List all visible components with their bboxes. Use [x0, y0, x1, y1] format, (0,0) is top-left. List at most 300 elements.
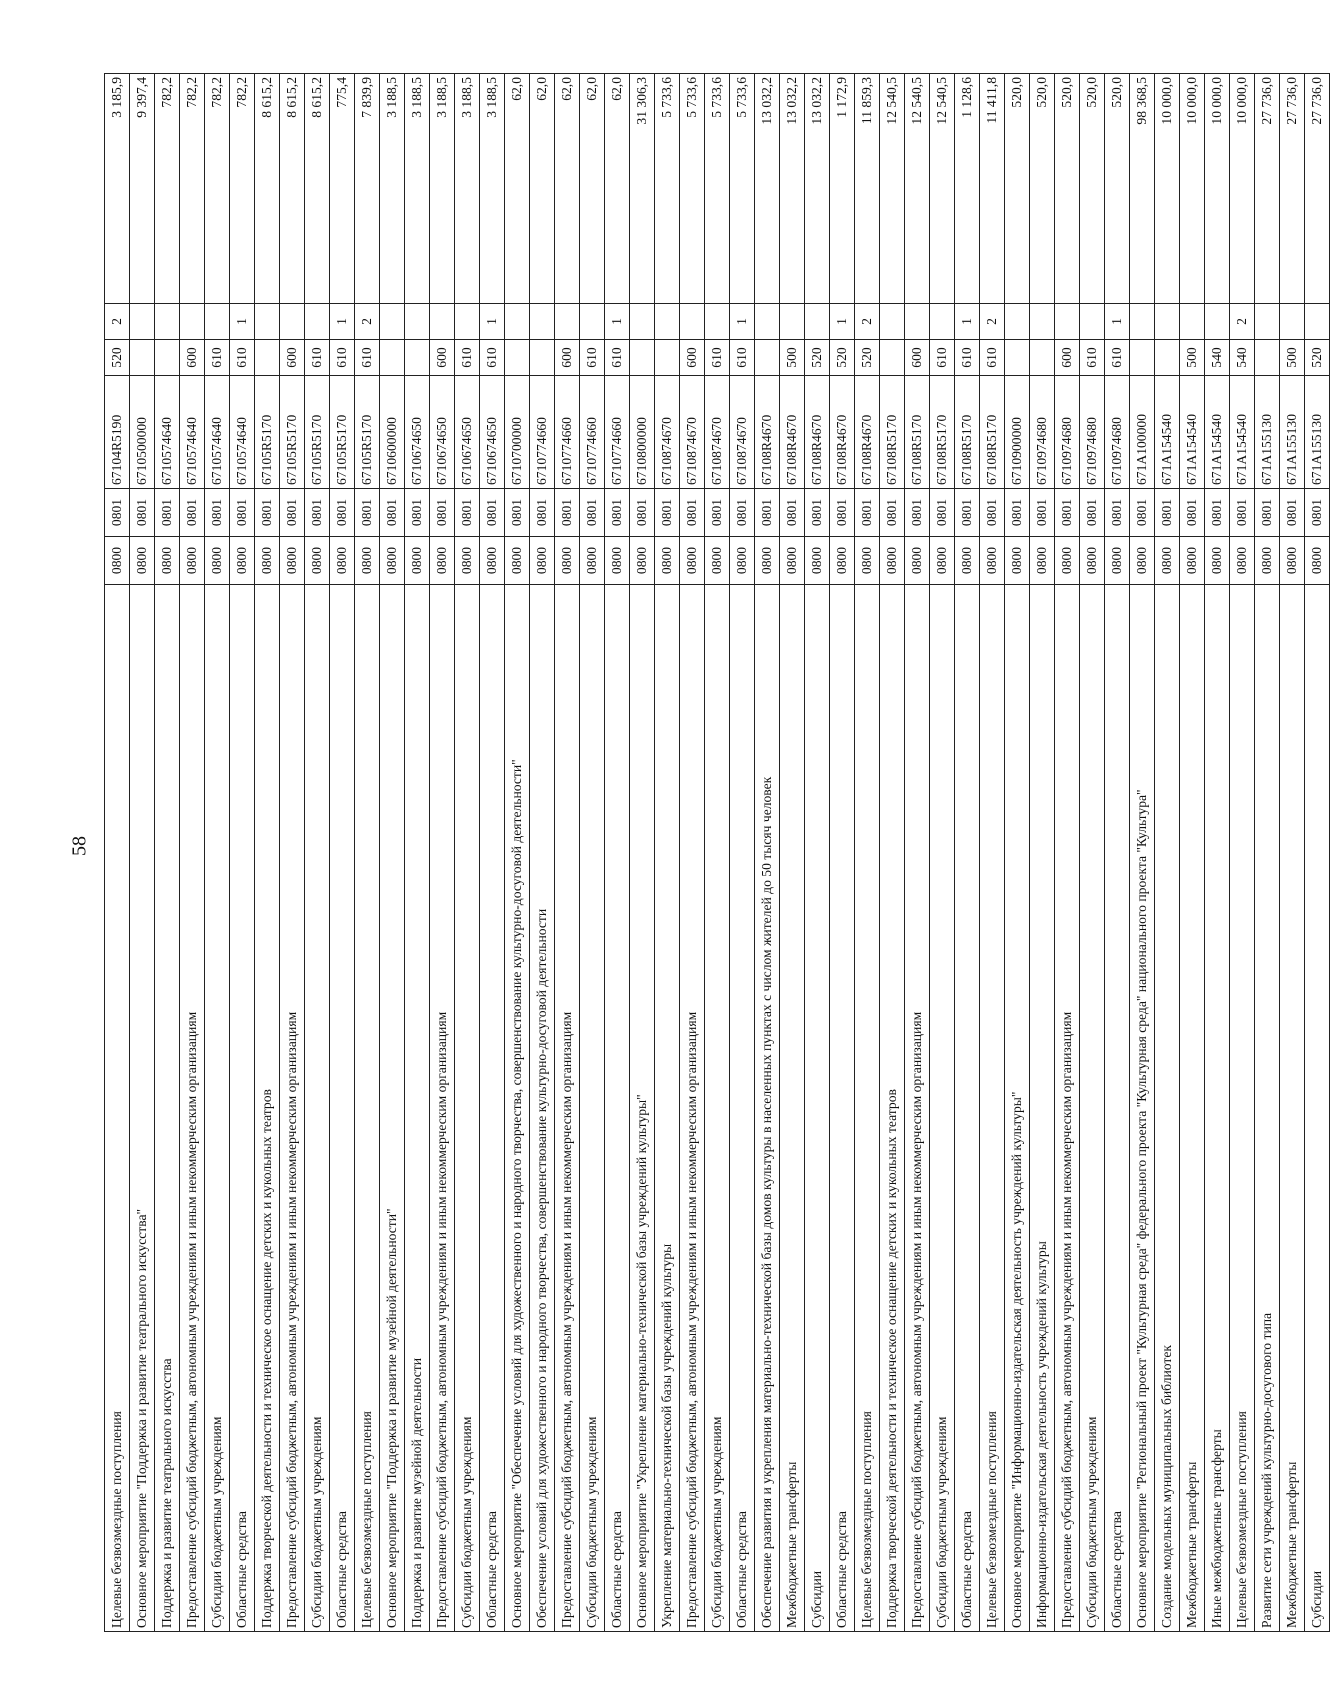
amount-cell: 12 540,5	[905, 74, 930, 304]
row-name-cell: Основное мероприятие "Информационно-издательская деятельность учреждений культуры"	[1005, 585, 1030, 1632]
target-code-cell: 67108R5170	[880, 376, 905, 489]
subsection-code-cell: 0801	[405, 489, 430, 537]
amount-cell: 782,2	[230, 74, 255, 304]
row-name-cell: Предоставление субсидий бюджетным, автономным учреждениям и иным некоммерческим организациям	[905, 585, 930, 1632]
expense-type-cell	[380, 340, 405, 376]
funding-mark-cell: 1	[605, 304, 630, 340]
table-row	[680, 74, 705, 1632]
target-code-cell: 671A154540	[1155, 376, 1180, 489]
funding-mark-cell	[130, 304, 155, 340]
funding-mark-cell: 2	[105, 304, 130, 340]
section-code-cell: 0800	[1155, 537, 1180, 585]
subsection-code-cell: 0801	[880, 489, 905, 537]
section-code-cell: 0800	[355, 537, 380, 585]
row-name-cell: Межбюджетные трансферты	[1280, 585, 1305, 1632]
table-row	[1180, 74, 1205, 1632]
section-code-cell: 0800	[380, 537, 405, 585]
expense-type-cell: 610	[705, 340, 730, 376]
amount-cell: 10 000,0	[1230, 74, 1255, 304]
amount-cell: 10 000,0	[1205, 74, 1230, 304]
amount-cell: 782,2	[180, 74, 205, 304]
section-code-cell: 0800	[905, 537, 930, 585]
expense-type-cell: 520	[105, 340, 130, 376]
expense-type-cell: 610	[205, 340, 230, 376]
table-row	[155, 74, 180, 1632]
page-number: 58	[68, 836, 91, 856]
amount-cell: 8 615,2	[280, 74, 305, 304]
row-name-cell: Субсидии бюджетным учреждениям	[580, 585, 605, 1632]
section-code-cell: 0800	[480, 537, 505, 585]
funding-mark-cell	[1205, 304, 1230, 340]
subsection-code-cell: 0801	[855, 489, 880, 537]
expense-type-cell	[1130, 340, 1155, 376]
subsection-code-cell: 0801	[1205, 489, 1230, 537]
amount-cell: 3 185,9	[105, 74, 130, 304]
target-code-cell: 671A155130	[1280, 376, 1305, 489]
row-name-cell: Субсидии	[805, 585, 830, 1632]
subsection-code-cell: 0801	[1030, 489, 1055, 537]
amount-cell: 5 733,6	[680, 74, 705, 304]
funding-mark-cell	[705, 304, 730, 340]
funding-mark-cell	[380, 304, 405, 340]
target-code-cell: 6710574640	[155, 376, 180, 489]
section-code-cell: 0800	[280, 537, 305, 585]
target-code-cell: 6710900000	[1005, 376, 1030, 489]
target-code-cell: 6710974680	[1030, 376, 1055, 489]
target-code-cell: 671A154540	[1205, 376, 1230, 489]
subsection-code-cell: 0801	[355, 489, 380, 537]
section-code-cell: 0800	[580, 537, 605, 585]
subsection-code-cell: 0801	[780, 489, 805, 537]
expense-type-cell	[530, 340, 555, 376]
subsection-code-cell: 0801	[630, 489, 655, 537]
funding-mark-cell	[205, 304, 230, 340]
table-row	[655, 74, 680, 1632]
amount-cell: 520,0	[1030, 74, 1055, 304]
row-name-cell: Межбюджетные трансферты	[1180, 585, 1205, 1632]
row-name-cell: Поддержка творческой деятельности и техническое оснащение детских и кукольных театров	[255, 585, 280, 1632]
subsection-code-cell: 0801	[130, 489, 155, 537]
target-code-cell: 6710774660	[555, 376, 580, 489]
amount-cell: 27 736,0	[1280, 74, 1305, 304]
section-code-cell: 0800	[955, 537, 980, 585]
amount-cell: 520,0	[1080, 74, 1105, 304]
expense-type-cell	[255, 340, 280, 376]
funding-mark-cell	[805, 304, 830, 340]
expense-type-cell	[1005, 340, 1030, 376]
table-row	[380, 74, 405, 1632]
expense-type-cell: 610	[730, 340, 755, 376]
target-code-cell: 6710874670	[705, 376, 730, 489]
amount-cell: 3 188,5	[480, 74, 505, 304]
row-name-cell: Областные средства	[830, 585, 855, 1632]
section-code-cell: 0800	[305, 537, 330, 585]
subsection-code-cell: 0801	[505, 489, 530, 537]
expense-type-cell: 610	[230, 340, 255, 376]
subsection-code-cell: 0801	[655, 489, 680, 537]
section-code-cell: 0800	[255, 537, 280, 585]
amount-cell: 11 411,8	[980, 74, 1005, 304]
row-name-cell: Иные межбюджетные трансферты	[1205, 585, 1230, 1632]
subsection-code-cell: 0801	[1005, 489, 1030, 537]
table-row	[430, 74, 455, 1632]
subsection-code-cell: 0801	[1080, 489, 1105, 537]
table-row	[1230, 74, 1255, 1632]
expense-type-cell: 600	[905, 340, 930, 376]
amount-cell: 62,0	[605, 74, 630, 304]
subsection-code-cell: 0801	[230, 489, 255, 537]
subsection-code-cell: 0801	[180, 489, 205, 537]
funding-mark-cell: 1	[480, 304, 505, 340]
row-name-cell: Предоставление субсидий бюджетным, автономным учреждениям и иным некоммерческим организациям	[430, 585, 455, 1632]
section-code-cell: 0800	[980, 537, 1005, 585]
amount-cell: 12 540,5	[880, 74, 905, 304]
section-code-cell: 0800	[330, 537, 355, 585]
subsection-code-cell: 0801	[430, 489, 455, 537]
table-row	[1280, 74, 1305, 1632]
funding-mark-cell	[555, 304, 580, 340]
row-name-cell: Субсидии бюджетным учреждениям	[705, 585, 730, 1632]
table-row	[905, 74, 930, 1632]
target-code-cell: 6710774660	[580, 376, 605, 489]
funding-mark-cell	[1030, 304, 1055, 340]
amount-cell: 3 188,5	[455, 74, 480, 304]
table-row	[930, 74, 955, 1632]
table-row	[730, 74, 755, 1632]
amount-cell: 10 000,0	[1155, 74, 1180, 304]
funding-mark-cell	[1055, 304, 1080, 340]
table-row	[130, 74, 155, 1632]
section-code-cell: 0800	[455, 537, 480, 585]
target-code-cell: 67108R5170	[905, 376, 930, 489]
expense-type-cell: 520	[1305, 340, 1330, 376]
section-code-cell: 0800	[780, 537, 805, 585]
subsection-code-cell: 0801	[1305, 489, 1330, 537]
row-name-cell: Основное мероприятие "Укрепление материально-технической базы учреждений культуры"	[630, 585, 655, 1632]
row-name-cell: Межбюджетные трансферты	[780, 585, 805, 1632]
subsection-code-cell: 0801	[155, 489, 180, 537]
table-row	[230, 74, 255, 1632]
expense-type-cell: 600	[1055, 340, 1080, 376]
funding-mark-cell	[455, 304, 480, 340]
expense-type-cell: 500	[1180, 340, 1205, 376]
target-code-cell: 67105R5170	[330, 376, 355, 489]
section-code-cell: 0800	[655, 537, 680, 585]
section-code-cell: 0800	[155, 537, 180, 585]
expense-type-cell: 600	[180, 340, 205, 376]
target-code-cell: 67108R4670	[755, 376, 780, 489]
row-name-cell: Областные средства	[330, 585, 355, 1632]
expense-type-cell	[155, 340, 180, 376]
expense-type-cell	[880, 340, 905, 376]
row-name-cell: Субсидии бюджетным учреждениям	[930, 585, 955, 1632]
target-code-cell: 6710800000	[630, 376, 655, 489]
subsection-code-cell: 0801	[305, 489, 330, 537]
table-row	[580, 74, 605, 1632]
section-code-cell: 0800	[405, 537, 430, 585]
amount-cell: 12 540,5	[930, 74, 955, 304]
funding-mark-cell	[1305, 304, 1330, 340]
amount-cell: 520,0	[1105, 74, 1130, 304]
funding-mark-cell	[880, 304, 905, 340]
target-code-cell: 6710974680	[1055, 376, 1080, 489]
amount-cell: 27 736,0	[1305, 74, 1330, 304]
section-code-cell: 0800	[630, 537, 655, 585]
section-code-cell: 0800	[1255, 537, 1280, 585]
target-code-cell: 6710874670	[655, 376, 680, 489]
funding-mark-cell	[1155, 304, 1180, 340]
funding-mark-cell	[930, 304, 955, 340]
expense-type-cell: 610	[955, 340, 980, 376]
expense-type-cell	[405, 340, 430, 376]
subsection-code-cell: 0801	[805, 489, 830, 537]
section-code-cell: 0800	[605, 537, 630, 585]
amount-cell: 3 188,5	[405, 74, 430, 304]
amount-cell: 13 032,2	[755, 74, 780, 304]
amount-cell: 1 128,6	[955, 74, 980, 304]
target-code-cell: 6710974680	[1080, 376, 1105, 489]
expense-type-cell: 610	[980, 340, 1005, 376]
target-code-cell: 6710674650	[430, 376, 455, 489]
expense-type-cell: 540	[1205, 340, 1230, 376]
row-name-cell: Областные средства	[480, 585, 505, 1632]
rotated-page-content	[104, 74, 1325, 1632]
target-code-cell: 671A155130	[1305, 376, 1330, 489]
target-code-cell: 67108R5170	[955, 376, 980, 489]
amount-cell: 5 733,6	[655, 74, 680, 304]
amount-cell: 3 188,5	[380, 74, 405, 304]
table-row	[630, 74, 655, 1632]
amount-cell: 13 032,2	[780, 74, 805, 304]
row-name-cell: Основное мероприятие "Поддержка и развитие музейной деятельности"	[380, 585, 405, 1632]
expense-type-cell: 500	[780, 340, 805, 376]
funding-mark-cell	[630, 304, 655, 340]
table-row	[105, 74, 130, 1632]
table-row	[280, 74, 305, 1632]
subsection-code-cell: 0801	[480, 489, 505, 537]
expense-type-cell	[505, 340, 530, 376]
expense-type-cell: 600	[280, 340, 305, 376]
subsection-code-cell: 0801	[280, 489, 305, 537]
section-code-cell: 0800	[830, 537, 855, 585]
table-row	[405, 74, 430, 1632]
subsection-code-cell: 0801	[1180, 489, 1205, 537]
section-code-cell: 0800	[855, 537, 880, 585]
amount-cell: 62,0	[555, 74, 580, 304]
table-row	[980, 74, 1005, 1632]
target-code-cell: 6710974680	[1105, 376, 1130, 489]
section-code-cell: 0800	[1005, 537, 1030, 585]
funding-mark-cell	[580, 304, 605, 340]
section-code-cell: 0800	[1180, 537, 1205, 585]
target-code-cell: 67105R5170	[255, 376, 280, 489]
funding-mark-cell	[530, 304, 555, 340]
section-code-cell: 0800	[1080, 537, 1105, 585]
table-row	[1055, 74, 1080, 1632]
section-code-cell: 0800	[530, 537, 555, 585]
table-row	[955, 74, 980, 1632]
row-name-cell: Предоставление субсидий бюджетным, автономным учреждениям и иным некоммерческим организациям	[280, 585, 305, 1632]
funding-mark-cell	[1180, 304, 1205, 340]
funding-mark-cell: 1	[830, 304, 855, 340]
subsection-code-cell: 0801	[1130, 489, 1155, 537]
row-name-cell: Целевые безвозмездные поступления	[355, 585, 380, 1632]
subsection-code-cell: 0801	[330, 489, 355, 537]
section-code-cell: 0800	[1205, 537, 1230, 585]
subsection-code-cell: 0801	[605, 489, 630, 537]
funding-mark-cell: 2	[855, 304, 880, 340]
section-code-cell: 0800	[755, 537, 780, 585]
row-name-cell: Субсидии	[1305, 585, 1330, 1632]
amount-cell: 27 736,0	[1255, 74, 1280, 304]
expense-type-cell: 500	[1280, 340, 1305, 376]
row-name-cell: Областные средства	[230, 585, 255, 1632]
subsection-code-cell: 0801	[830, 489, 855, 537]
amount-cell: 520,0	[1055, 74, 1080, 304]
funding-mark-cell	[505, 304, 530, 340]
funding-mark-cell: 2	[980, 304, 1005, 340]
amount-cell: 5 733,6	[705, 74, 730, 304]
section-code-cell: 0800	[680, 537, 705, 585]
row-name-cell: Предоставление субсидий бюджетным, автономным учреждениям и иным некоммерческим организациям	[180, 585, 205, 1632]
table-row	[1305, 74, 1330, 1632]
amount-cell: 1 172,9	[830, 74, 855, 304]
table-row	[355, 74, 380, 1632]
target-code-cell: 671A154540	[1230, 376, 1255, 489]
funding-mark-cell	[680, 304, 705, 340]
row-name-cell: Субсидии бюджетным учреждениям	[455, 585, 480, 1632]
subsection-code-cell: 0801	[730, 489, 755, 537]
table-row	[880, 74, 905, 1632]
expense-type-cell: 600	[430, 340, 455, 376]
subsection-code-cell: 0801	[380, 489, 405, 537]
row-name-cell: Обеспечение условий для художественного и народного творчества, совершенствование культурно-досуговой деятельности	[530, 585, 555, 1632]
target-code-cell: 6710700000	[505, 376, 530, 489]
expense-type-cell	[755, 340, 780, 376]
expense-type-cell: 610	[330, 340, 355, 376]
table-row	[705, 74, 730, 1632]
expense-type-cell	[1255, 340, 1280, 376]
subsection-code-cell: 0801	[905, 489, 930, 537]
subsection-code-cell: 0801	[530, 489, 555, 537]
expense-type-cell	[1030, 340, 1055, 376]
target-code-cell: 67105R5170	[355, 376, 380, 489]
section-code-cell: 0800	[1130, 537, 1155, 585]
section-code-cell: 0800	[205, 537, 230, 585]
target-code-cell: 671A155130	[1255, 376, 1280, 489]
budget-table	[104, 73, 1330, 1632]
funding-mark-cell	[155, 304, 180, 340]
table-row	[1255, 74, 1280, 1632]
funding-mark-cell	[1255, 304, 1280, 340]
subsection-code-cell: 0801	[105, 489, 130, 537]
subsection-code-cell: 0801	[980, 489, 1005, 537]
funding-mark-cell: 2	[355, 304, 380, 340]
subsection-code-cell: 0801	[680, 489, 705, 537]
table-row	[255, 74, 280, 1632]
section-code-cell: 0800	[1055, 537, 1080, 585]
subsection-code-cell: 0801	[1155, 489, 1180, 537]
row-name-cell: Поддержка и развитие музейной деятельности	[405, 585, 430, 1632]
expense-type-cell: 540	[1230, 340, 1255, 376]
table-row	[555, 74, 580, 1632]
subsection-code-cell: 0801	[555, 489, 580, 537]
row-name-cell: Поддержка творческой деятельности и техническое оснащение детских и кукольных театров	[880, 585, 905, 1632]
table-row	[205, 74, 230, 1632]
amount-cell: 98 368,5	[1130, 74, 1155, 304]
section-code-cell: 0800	[105, 537, 130, 585]
funding-mark-cell	[280, 304, 305, 340]
table-row	[180, 74, 205, 1632]
target-code-cell: 6710674650	[405, 376, 430, 489]
subsection-code-cell: 0801	[955, 489, 980, 537]
row-name-cell: Основное мероприятие "Обеспечение условий для художественного и народного творчества, совершенствование культурно-досуговой деятельности"	[505, 585, 530, 1632]
funding-mark-cell	[180, 304, 205, 340]
row-name-cell: Субсидии бюджетным учреждениям	[205, 585, 230, 1632]
amount-cell: 782,2	[205, 74, 230, 304]
target-code-cell: 67108R4670	[805, 376, 830, 489]
table-row	[530, 74, 555, 1632]
funding-mark-cell: 2	[1230, 304, 1255, 340]
expense-type-cell	[1155, 340, 1180, 376]
table-row	[305, 74, 330, 1632]
amount-cell: 62,0	[530, 74, 555, 304]
amount-cell: 3 188,5	[430, 74, 455, 304]
section-code-cell: 0800	[555, 537, 580, 585]
target-code-cell: 67108R4670	[780, 376, 805, 489]
target-code-cell: 67108R5170	[980, 376, 1005, 489]
row-name-cell: Субсидии бюджетным учреждениям	[305, 585, 330, 1632]
subsection-code-cell: 0801	[455, 489, 480, 537]
funding-mark-cell	[755, 304, 780, 340]
amount-cell: 8 615,2	[255, 74, 280, 304]
subsection-code-cell: 0801	[1255, 489, 1280, 537]
subsection-code-cell: 0801	[1280, 489, 1305, 537]
funding-mark-cell	[1005, 304, 1030, 340]
amount-cell: 62,0	[505, 74, 530, 304]
expense-type-cell: 600	[680, 340, 705, 376]
target-code-cell: 67108R4670	[830, 376, 855, 489]
row-name-cell: Целевые безвозмездные поступления	[980, 585, 1005, 1632]
expense-type-cell: 610	[930, 340, 955, 376]
row-name-cell: Областные средства	[1105, 585, 1130, 1632]
funding-mark-cell: 1	[230, 304, 255, 340]
target-code-cell: 6710574640	[180, 376, 205, 489]
target-code-cell: 6710674650	[455, 376, 480, 489]
section-code-cell: 0800	[230, 537, 255, 585]
amount-cell: 10 000,0	[1180, 74, 1205, 304]
table-row	[1205, 74, 1230, 1632]
amount-cell: 9 397,4	[130, 74, 155, 304]
section-code-cell: 0800	[505, 537, 530, 585]
funding-mark-cell	[905, 304, 930, 340]
expense-type-cell: 520	[805, 340, 830, 376]
section-code-cell: 0800	[805, 537, 830, 585]
section-code-cell: 0800	[705, 537, 730, 585]
row-name-cell: Областные средства	[730, 585, 755, 1632]
expense-type-cell	[130, 340, 155, 376]
funding-mark-cell: 1	[1105, 304, 1130, 340]
section-code-cell: 0800	[730, 537, 755, 585]
table-row	[805, 74, 830, 1632]
subsection-code-cell: 0801	[755, 489, 780, 537]
target-code-cell: 6710774660	[605, 376, 630, 489]
amount-cell: 13 032,2	[805, 74, 830, 304]
amount-cell: 11 859,3	[855, 74, 880, 304]
amount-cell: 8 615,2	[305, 74, 330, 304]
target-code-cell: 6710574640	[205, 376, 230, 489]
table-row	[780, 74, 805, 1632]
